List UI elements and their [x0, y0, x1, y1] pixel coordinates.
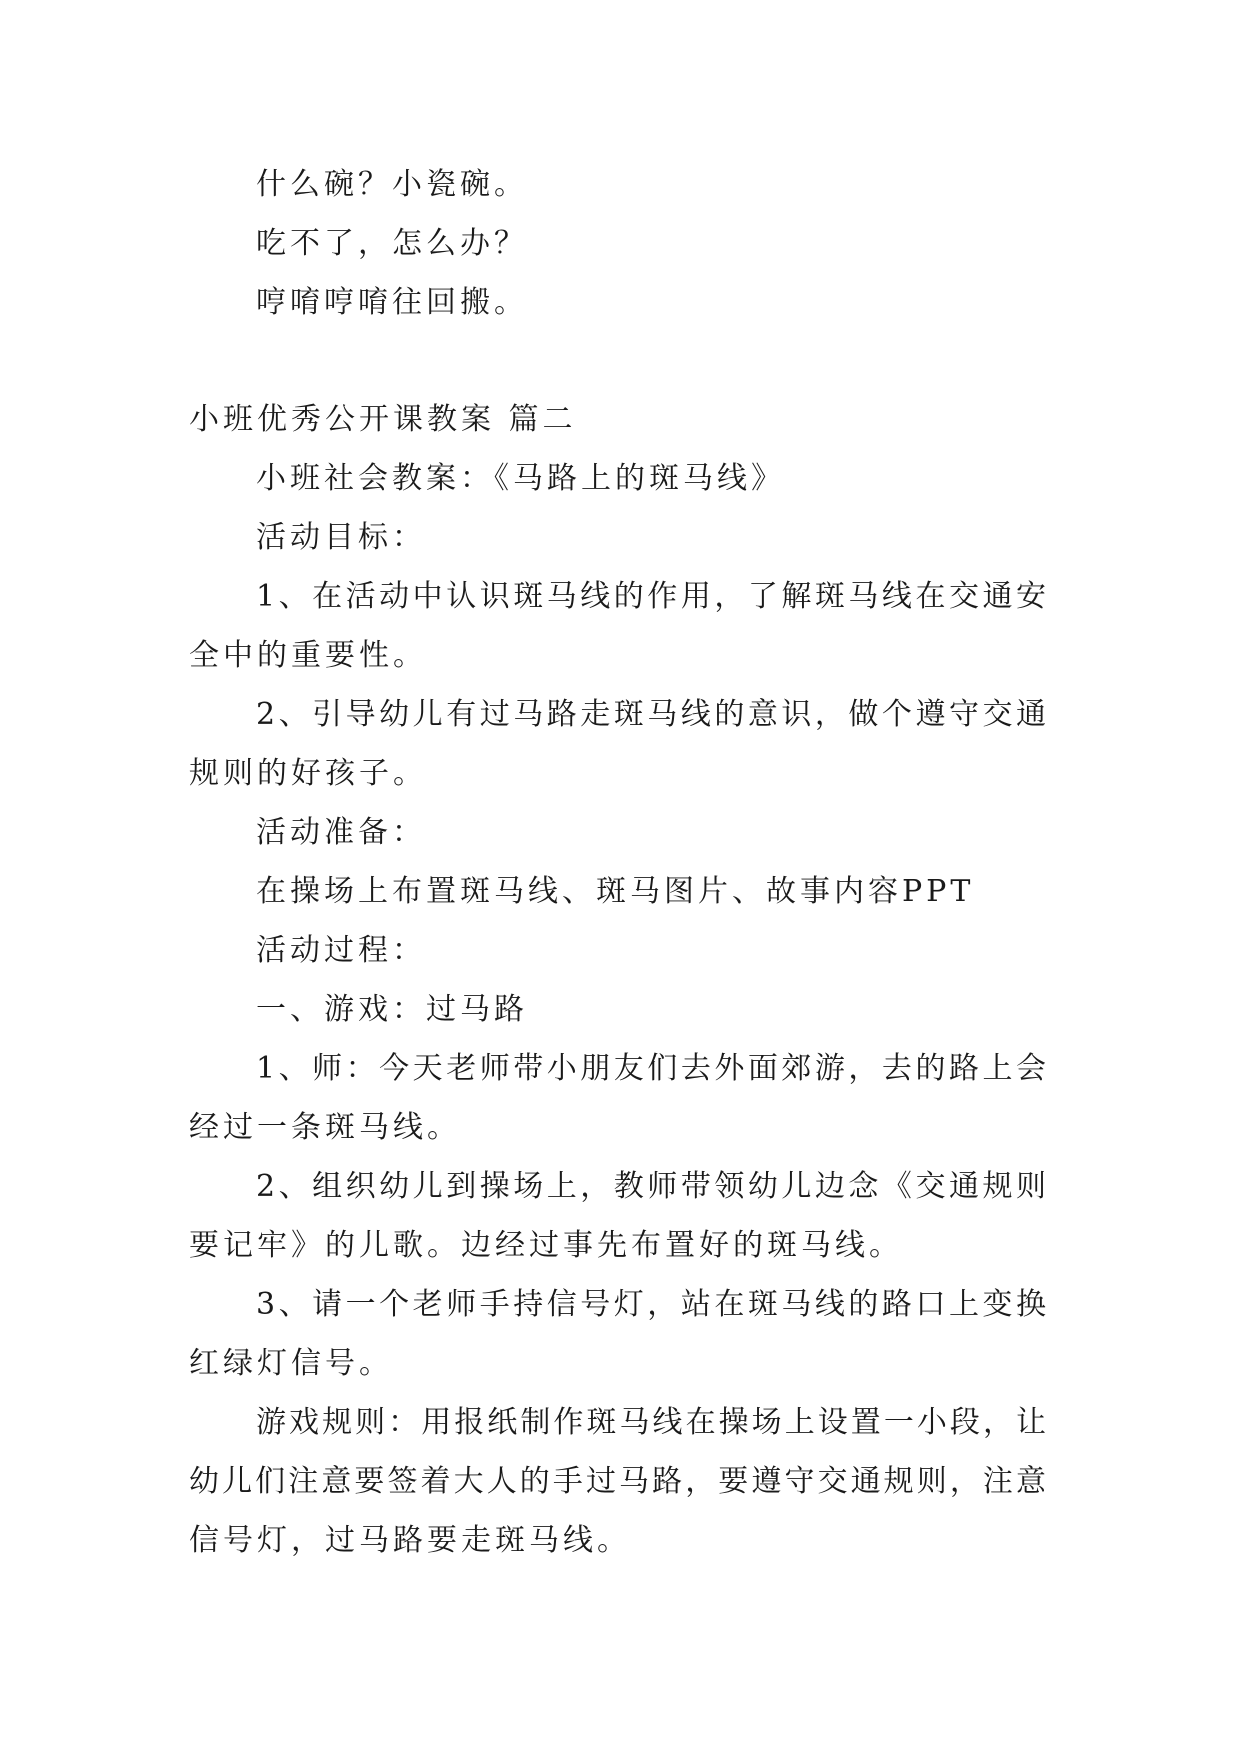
- step-3-line-1: 3、请一个老师手持信号灯，站在斑马线的路口上变换: [256, 1287, 1046, 1322]
- goal-1-line-1: 1、在活动中认识斑马线的作用，了解斑马线在交通安: [256, 579, 1046, 614]
- goal-2-line-1: 2、引导幼儿有过马路走斑马线的意识，做个遵守交通: [256, 697, 1046, 732]
- part-one-heading: 一、游戏：过马路: [256, 992, 528, 1027]
- goal-1-line-2: 全中的重要性。: [189, 638, 427, 673]
- process-heading: 活动过程：: [256, 933, 426, 968]
- poem-line-2: 吃不了，怎么办？: [256, 226, 528, 261]
- poem-line-1: 什么碗？小瓷碗。: [256, 167, 528, 202]
- section-heading: 小班优秀公开课教案 篇二: [189, 402, 577, 437]
- rules-line-3: 信号灯，过马路要走斑马线。: [189, 1523, 631, 1558]
- lesson-title: 小班社会教案：《马路上的斑马线》: [256, 461, 785, 496]
- step-1-line-2: 经过一条斑马线。: [189, 1110, 461, 1145]
- step-2-line-1: 2、组织幼儿到操场上，教师带领幼儿边念《交通规则: [256, 1169, 1046, 1204]
- step-1-line-1: 1、师：今天老师带小朋友们去外面郊游，去的路上会: [256, 1051, 1046, 1086]
- goal-2-line-2: 规则的好孩子。: [189, 756, 427, 791]
- prep-text: 在操场上布置斑马线、斑马图片、故事内容PPT: [256, 874, 975, 909]
- rules-line-1: 游戏规则：用报纸制作斑马线在操场上设置一小段，让: [256, 1405, 1046, 1440]
- step-2-line-2: 要记牢》的儿歌。边经过事先布置好的斑马线。: [189, 1228, 903, 1263]
- prep-heading: 活动准备：: [256, 815, 426, 850]
- goals-heading: 活动目标：: [256, 520, 426, 555]
- rules-line-2: 幼儿们注意要签着大人的手过马路，要遵守交通规则，注意: [189, 1464, 1046, 1499]
- poem-line-3: 哼唷哼唷往回搬。: [256, 285, 528, 320]
- step-3-line-2: 红绿灯信号。: [189, 1346, 393, 1381]
